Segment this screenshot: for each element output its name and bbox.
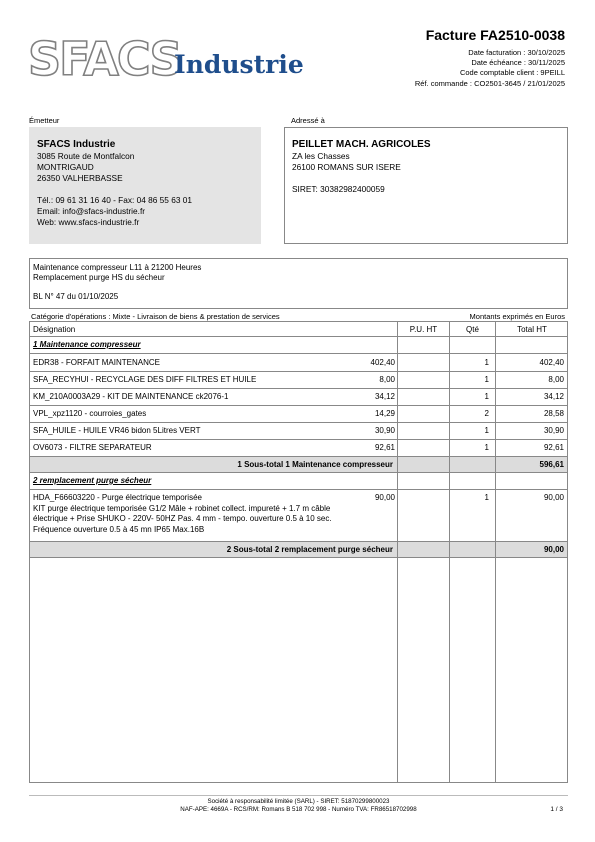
- row-unit-price: 34,12: [374, 392, 395, 401]
- row-quantity: 1: [484, 392, 489, 401]
- row-designation: SFA_HUILE - HUILE VR46 bidon 5Litres VERT: [33, 426, 201, 435]
- reference-box: [29, 258, 568, 309]
- subtotal-label: 1 Sous-total 1 Maintenance compresseur: [237, 460, 393, 469]
- row-unit-price: 14,29: [374, 409, 395, 418]
- reference-line: Remplacement purge HS du sécheur: [33, 273, 165, 282]
- row-designation: OV6073 - FILTRE SEPARATEUR: [33, 443, 152, 452]
- delivery-note: BL N° 47 du 01/10/2025: [33, 292, 119, 301]
- table-row: [30, 375, 567, 387]
- subtotal-row: [30, 542, 567, 557]
- company-logo: [28, 32, 304, 86]
- row-designation-line: Fréquence ouverture 0.5 à 45 mn IP65 Max.16B: [33, 524, 205, 534]
- row-unit-price: 90,00: [374, 493, 395, 502]
- page-number: 1 / 3: [550, 806, 563, 813]
- row-total: 402,40: [539, 358, 564, 367]
- footer-legal: Société à responsabilité limitée (SARL) - SIRET: 51870299800023: [207, 798, 390, 805]
- invoice-table: [29, 321, 568, 783]
- section-title: 1 Maintenance compresseur: [33, 340, 141, 349]
- recipient-address-line: ZA les Chasses: [292, 151, 350, 161]
- table-row: [30, 493, 567, 541]
- col-header-unit-price: P.U. HT: [409, 325, 438, 334]
- issuer-address-line: MONTRIGAUD: [37, 162, 94, 172]
- order-ref: Réf. commande : CO2501-3645 / 21/01/2025: [414, 78, 565, 88]
- subtotal-label: 2 Sous-total 2 remplacement purge sécheur: [226, 545, 393, 554]
- row-total: 34,12: [543, 392, 564, 401]
- footer-registration: NAF-APE: 4669A - RCS/RM: Romans B 518 702 998 - Numéro TVA: FR86518702998: [180, 806, 417, 813]
- row-designation: KM_210A0003A29 - KIT DE MAINTENANCE ck2076-1: [33, 392, 229, 401]
- row-quantity: 1: [484, 358, 489, 367]
- invoice-meta: [415, 48, 565, 89]
- client-code: Code comptable client : 9PEILL: [459, 68, 565, 78]
- row-designation: SFA_RECYHUI - RECYCLAGE DES DIFF FILTRES ET HUILE: [33, 375, 257, 384]
- recipient-name: PEILLET MACH. AGRICOLES: [292, 139, 431, 150]
- row-designation-line: électrique + Prise SHUKO - 220V- 50HZ Pas. 4 mm - tempo. ouverture 0.5 à 10 sec.: [33, 514, 332, 523]
- col-header-total: Total HT: [517, 325, 547, 334]
- col-header-quantity: Qté: [466, 325, 479, 334]
- recipient-address-line: 26100 ROMANS SUR ISERE: [292, 162, 401, 172]
- row-quantity: 1: [484, 426, 489, 435]
- table-row: [30, 443, 567, 455]
- section-title: 2 remplacement purge sécheur: [33, 476, 152, 485]
- row-unit-price: 8,00: [379, 375, 395, 384]
- issuer-name: SFACS Industrie: [37, 139, 116, 150]
- row-unit-price: 30,90: [374, 426, 395, 435]
- row-designation: VPL_xpz1120 - courroies_gates: [33, 409, 147, 418]
- operations-category: Catégorie d'opérations : Mixte - Livraison de biens & prestation de services: [31, 312, 280, 321]
- row-designation-line: KIT purge électrique temporisée G1/2 Mâle + robinet collect. impureté + 1.7 m câble: [33, 503, 331, 513]
- row-quantity: 1: [484, 493, 489, 502]
- invoice-date: Date facturation : 30/10/2025: [468, 48, 565, 57]
- row-designation-line: HDA_F66603220 - Purge électrique temporisée: [33, 493, 202, 502]
- due-date: Date échéance : 30/11/2025: [471, 58, 565, 68]
- row-total: 8,00: [548, 375, 564, 384]
- issuer-box: [29, 127, 261, 244]
- subtotal-amount: 90,00: [543, 545, 564, 554]
- row-designation: EDR38 - FORFAIT MAINTENANCE: [33, 358, 160, 367]
- table-row: [30, 392, 567, 404]
- footer-divider: [29, 795, 568, 796]
- issuer-address-line: 26350 VALHERBASSE: [37, 173, 123, 183]
- recipient-box: [284, 127, 568, 244]
- issuer-address-line: 3085 Route de Montfalcon: [37, 151, 135, 161]
- logo-suffix: Industrie: [174, 50, 304, 79]
- row-total: 30,90: [543, 426, 564, 435]
- issuer-label: Émetteur: [29, 116, 60, 125]
- table-row: [30, 409, 567, 421]
- issuer-web: Web: www.sfacs-industrie.fr: [37, 217, 140, 227]
- invoice-title: Facture FA2510-0038: [425, 27, 565, 43]
- issuer-phone: Tél.: 09 61 31 16 40 - Fax: 04 86 55 63 01: [37, 195, 192, 205]
- logo-brand: SFACS: [28, 32, 181, 86]
- table-row: [30, 426, 567, 438]
- subtotal-row: [30, 457, 567, 472]
- table-row: [30, 358, 567, 370]
- row-quantity: 1: [484, 443, 489, 452]
- row-designation: [33, 493, 332, 535]
- currency-note: Montants exprimés en Euros: [469, 312, 565, 321]
- row-total: 28,58: [543, 409, 564, 418]
- row-quantity: 1: [484, 375, 489, 384]
- row-total: 90,00: [543, 493, 564, 502]
- row-unit-price: 402,40: [370, 358, 395, 367]
- col-header-designation: Désignation: [33, 325, 76, 334]
- reference-line: Maintenance compresseur L11 à 21200 Heures: [33, 263, 202, 272]
- subtotal-amount: 596,61: [539, 460, 564, 469]
- row-quantity: 2: [484, 409, 489, 418]
- issuer-email: Email: info@sfacs-industrie.fr: [37, 206, 146, 216]
- row-unit-price: 92,61: [374, 443, 395, 452]
- recipient-label: Adressé à: [291, 116, 325, 125]
- recipient-siret: SIRET: 30382982400059: [292, 184, 385, 194]
- row-total: 92,61: [543, 443, 564, 452]
